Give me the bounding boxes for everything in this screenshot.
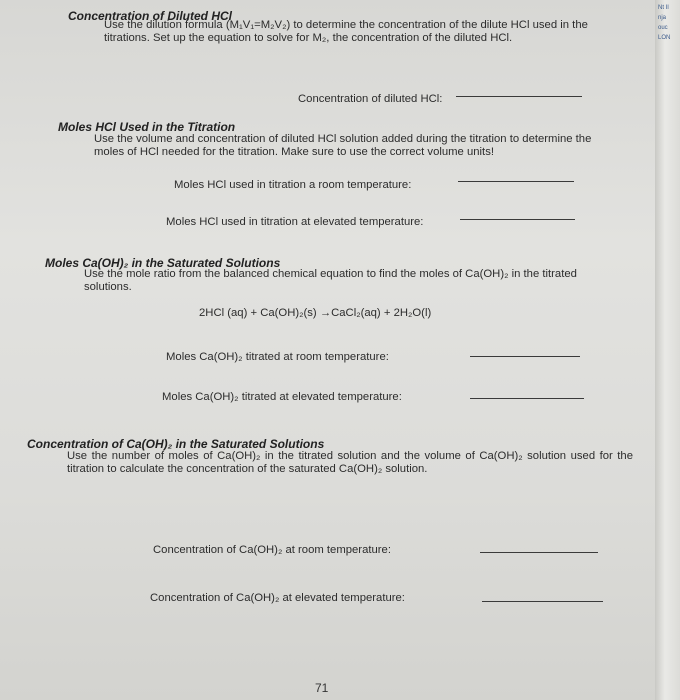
instructions-diluted-hcl: Use the dilution formula (M₁V₁=M₂V₂) to determine the concentration of the dilute HCl used in the titrations. Set up the equation to solve for M₂, the concentration of the diluted HCl. bbox=[104, 19, 588, 44]
answer-line-concentration-caoh-room[interactable] bbox=[480, 552, 598, 553]
balanced-equation: 2HCl (aq) + Ca(OH)₂(s) →CaCl₂(aq) + 2H₂O(l) bbox=[199, 307, 432, 319]
answer-line-diluted-hcl[interactable] bbox=[456, 96, 582, 97]
instructions-moles-caoh: Use the mole ratio from the balanced chemical equation to find the moles of Ca(OH)₂ in the titrated solutions. bbox=[84, 268, 577, 293]
answer-line-moles-caoh-room[interactable] bbox=[470, 356, 580, 357]
edge-fragment: Nt Il bbox=[658, 5, 669, 11]
label-concentration-caoh-room: Concentration of Ca(OH)₂ at room temperature: bbox=[153, 544, 391, 556]
edge-fragment: nja bbox=[658, 15, 667, 21]
answer-line-moles-hcl-elevated[interactable] bbox=[460, 219, 575, 220]
label-moles-hcl-elevated: Moles HCl used in titration at elevated temperature: bbox=[166, 216, 424, 228]
label-concentration-caoh-elevated: Concentration of Ca(OH)₂ at elevated temperature: bbox=[150, 592, 405, 604]
heading-concentration-caoh: Concentration of Ca(OH)₂ in the Saturated Solutions bbox=[27, 437, 325, 451]
answer-line-moles-hcl-room[interactable] bbox=[458, 181, 574, 182]
heading-diluted-hcl: Concentration of Diluted HCl bbox=[68, 9, 232, 23]
label-diluted-hcl-concentration: Concentration of diluted HCl: bbox=[298, 93, 443, 105]
label-moles-caoh-elevated: Moles Ca(OH)₂ titrated at elevated temperature: bbox=[162, 391, 402, 403]
edge-fragment: ouc bbox=[658, 25, 668, 31]
answer-line-concentration-caoh-elevated[interactable] bbox=[482, 601, 603, 602]
adjacent-page-edge bbox=[655, 0, 680, 700]
label-moles-hcl-room: Moles HCl used in titration a room temperature: bbox=[174, 179, 412, 191]
instructions-concentration-caoh: Use the number of moles of Ca(OH)₂ in the titrated solution and the volume of Ca(OH)₂ solution used for the titration to calculate the concentration of the saturated Ca(OH)₂ solution. bbox=[67, 450, 633, 475]
label-moles-caoh-room: Moles Ca(OH)₂ titrated at room temperature: bbox=[166, 351, 389, 363]
answer-line-moles-caoh-elevated[interactable] bbox=[470, 398, 584, 399]
edge-fragment: LON bbox=[658, 35, 671, 41]
heading-moles-caoh: Moles Ca(OH)₂ in the Saturated Solutions bbox=[45, 256, 281, 270]
heading-moles-hcl: Moles HCl Used in the Titration bbox=[58, 120, 236, 134]
page-number: 71 bbox=[315, 681, 329, 695]
instructions-moles-hcl: Use the volume and concentration of diluted HCl solution added during the titration to determine the moles of HCl needed for the titration. Make sure to use the correct volume units! bbox=[94, 133, 592, 158]
